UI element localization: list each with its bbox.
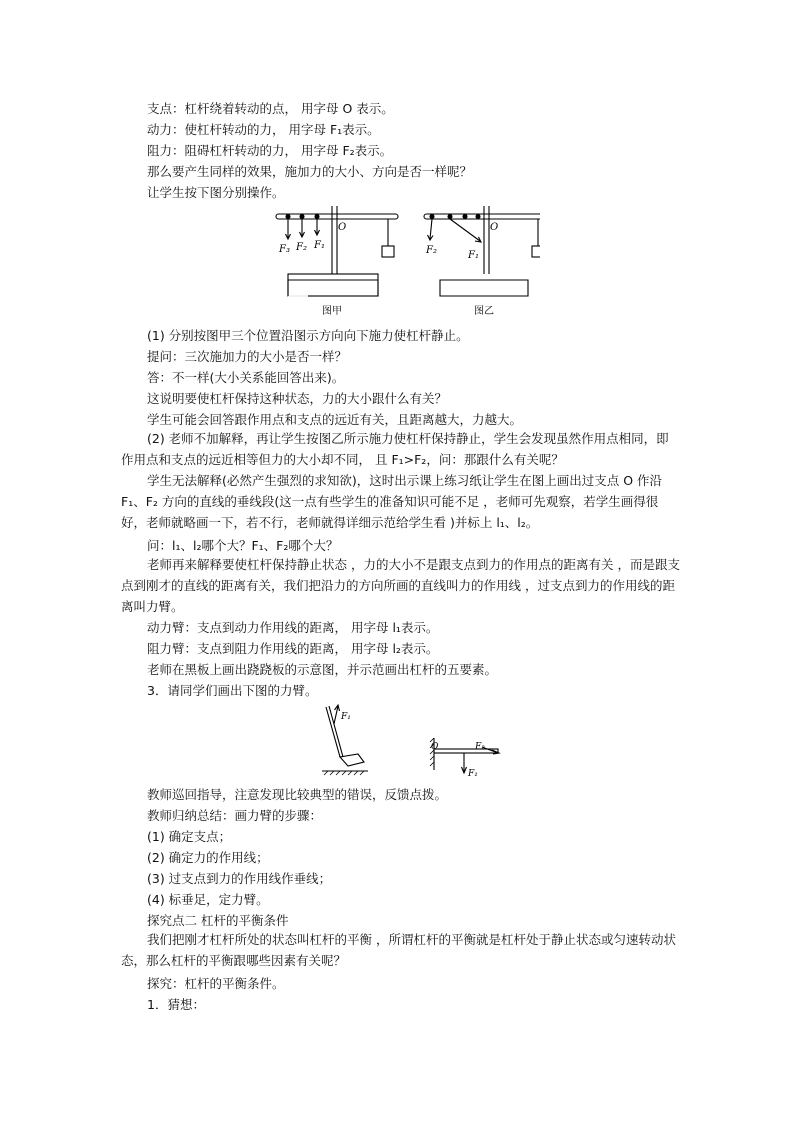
text-line: 1．猜想： xyxy=(147,997,205,1012)
label-f2-yi: F₂ xyxy=(426,245,437,256)
text-line: 提问：三次施加力的大小是否一样？ xyxy=(147,349,348,364)
text-line: 动力：使杠杆转动的力， 用字母 F₁表示。 xyxy=(147,122,380,137)
caption-jia: 图甲 xyxy=(322,306,342,317)
label-f1: F₁ xyxy=(314,240,325,251)
figure-jia xyxy=(276,206,398,296)
label-f1-yi: F₁ xyxy=(468,250,479,261)
lever-figures-force-arm xyxy=(318,702,503,780)
label-o-yi: O xyxy=(490,222,499,233)
text-line: 老师在黑板上画出跷跷板的示意图，并示范画出杠杆的五要素。 xyxy=(147,662,498,677)
text-line: 支点：杠杆绕着转动的点， 用字母 O 表示。 xyxy=(147,101,394,116)
figure-yi xyxy=(424,206,540,296)
text-line: 动力臂：支点到动力作用线的距离， 用字母 l₁表示。 xyxy=(147,620,439,635)
label-f2: F₂ xyxy=(296,242,307,253)
figure-wall xyxy=(430,738,499,773)
label-f3: F₃ xyxy=(279,244,290,255)
text-line: 探究：杠杆的平衡条件。 xyxy=(147,976,285,991)
text-line: (2) 确定力的作用线； xyxy=(147,850,269,865)
text-line: 教师巡回指导，注意发现比较典型的错误，反馈点拨。 xyxy=(147,787,448,802)
text-line: 问：l₁、l₂哪个大？F₁、F₂哪个大？ xyxy=(147,538,339,553)
caption-yi: 图乙 xyxy=(474,306,494,317)
label-o-wall: O xyxy=(431,742,439,752)
text-line: 教师归纳总结：画力臂的步骤： xyxy=(147,808,323,823)
text-line: 那么要产生同样的效果，施加力的大小、方向是否一样呢？ xyxy=(147,164,473,179)
text-line: (3) 过支点到力的作用线作垂线； xyxy=(147,871,332,886)
text-line: 阻力：阻碍杠杆转动的力， 用字母 F₂表示。 xyxy=(147,143,393,158)
label-f1-wall: F₁ xyxy=(468,769,478,779)
text-line: 3．请同学们画出下图的力臂。 xyxy=(147,683,318,698)
text-line: 答：不一样(大小关系能回答出来)。 xyxy=(147,370,345,385)
paragraph: 我们把刚才杠杆所处的状态叫杠杆的平衡 ，所谓杠杆的平衡就是杠杆处于静止状态或匀速转动状态，那么杠杆的平衡跟哪些因素有关呢？ xyxy=(121,932,676,968)
lever-figures-jia-yi xyxy=(270,206,540,318)
text-line: (1) 分别按图甲三个位置沿图示方向向下施力使杠杆静止。 xyxy=(147,328,469,343)
text-line: 学生可能会回答跟作用点和支点的远近有关，且距离越大，力越大。 xyxy=(147,412,523,427)
paragraph: (2) 老师不加解释，再让学生按图乙所示施力使杠杆保持静止，学生会发现虽然作用点相同，即作用点和支点的远近相等但力的大小却不同， 且 F₁>F₂，问：那跟什么有关呢？ xyxy=(121,431,669,467)
paragraph: 老师再来解释要使杠杆保持静止状态 ，力的大小不是跟支点到力的作用点的距离有关 ，而是跟支点到刚才的直线的距离有关，我们把沿力的方向所画的直线叫力的作用线 ，过支点到力的作用线的距离叫力臂。 xyxy=(121,557,680,614)
label-o: O xyxy=(338,222,347,233)
text-line: 让学生按下图分别操作。 xyxy=(147,185,285,200)
text-line: 阻力臂：支点到阻力作用线的距离， 用字母 l₂表示。 xyxy=(147,641,439,656)
label-f1-pedal: F₁ xyxy=(341,712,351,722)
label-f2-wall: F₂ xyxy=(475,742,485,752)
text-line: (4) 标垂足，定力臂。 xyxy=(147,892,269,907)
text-line: 这说明要使杠杆保持这种状态，力的大小跟什么有关？ xyxy=(147,391,448,406)
paragraph: 学生无法解释(必然产生强烈的求知欲)，这时出示课上练习纸让学生在图上画出过支点 O 作沿 F₁、F₂ 方向的直线的垂线段(这一点有些学生的准备知识可能不足 ，老师可先观察，若学生画得很好，老师就略画一下，若不行，老师就得详细示范给学生看 )并标上 l₁、l₂。 xyxy=(121,473,663,530)
text-line: (1) 确定支点； xyxy=(147,829,232,844)
section-heading: 探究点二 杠杆的平衡条件 xyxy=(147,913,289,928)
